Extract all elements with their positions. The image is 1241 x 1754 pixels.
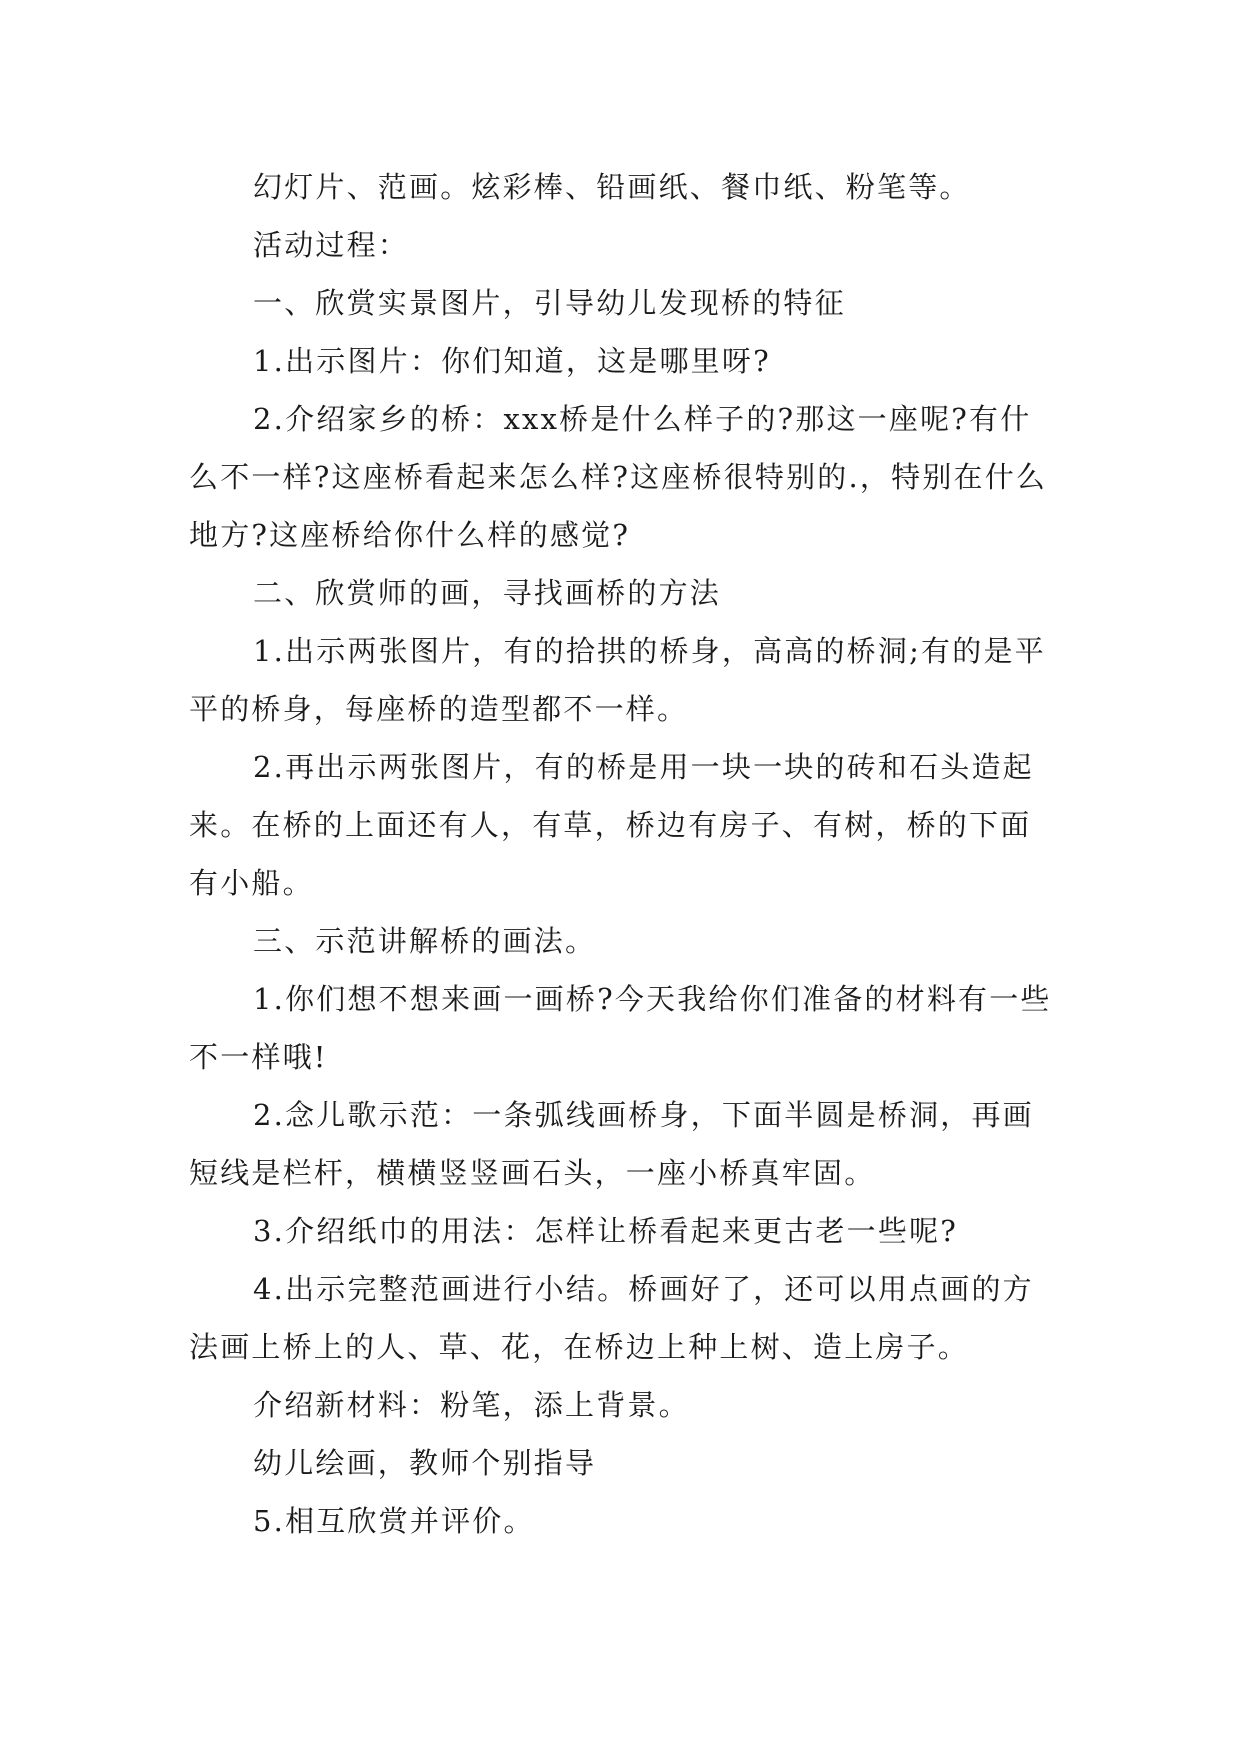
paragraph-children-drawing: 幼儿绘画，教师个别指导	[253, 1446, 597, 1480]
paragraph-section-two-heading: 二、欣赏师的画，寻找画桥的方法	[253, 576, 722, 610]
paragraph-step-5: 5.相互欣赏并评价。	[253, 1504, 535, 1538]
paragraph-step-3-4: 4.出示完整范画进行小结。桥画好了，还可以用点画的方法画上桥上的人、草、花，在桥边上种上树、造上房子。	[189, 1272, 1034, 1364]
paragraph-step-2-1: 1.出示两张图片，有的拾拱的桥身，高高的桥洞;有的是平平的桥身，每座桥的造型都不一样。	[189, 634, 1046, 726]
document-body	[189, 158, 1059, 1550]
paragraph-activity-process-heading: 活动过程：	[253, 228, 410, 262]
paragraph-new-materials: 介绍新材料：粉笔，添上背景。	[253, 1388, 690, 1422]
paragraph-step-3-3: 3.介绍纸巾的用法：怎样让桥看起来更古老一些呢?	[253, 1214, 959, 1248]
paragraph-step-2-2: 2.再出示两张图片，有的桥是用一块一块的砖和石头造起来。在桥的上面还有人，有草，桥边有房子、有树，桥的下面有小船。	[189, 750, 1034, 900]
paragraph-materials: 幻灯片、范画。炫彩棒、铅画纸、餐巾纸、粉笔等。	[253, 170, 971, 204]
paragraph-step-3-1: 1.你们想不想来画一画桥?今天我给你们准备的材料有一些不一样哦!	[189, 982, 1052, 1074]
paragraph-step-1-1: 1.出示图片：你们知道，这是哪里呀?	[253, 344, 771, 378]
paragraph-step-3-2: 2.念儿歌示范：一条弧线画桥身，下面半圆是桥洞，再画短线是栏杆，横横竖竖画石头，一座小桥真牢固。	[189, 1098, 1034, 1190]
paragraph-section-three-heading: 三、示范讲解桥的画法。	[253, 924, 597, 958]
paragraph-section-one-heading: 一、欣赏实景图片，引导幼儿发现桥的特征	[253, 286, 846, 320]
paragraph-step-1-2: 2.介绍家乡的桥：xxx桥是什么样子的?那这一座呢?有什么不一样?这座桥看起来怎么样?这座桥很特别的.，特别在什么地方?这座桥给你什么样的感觉?	[189, 402, 1048, 552]
